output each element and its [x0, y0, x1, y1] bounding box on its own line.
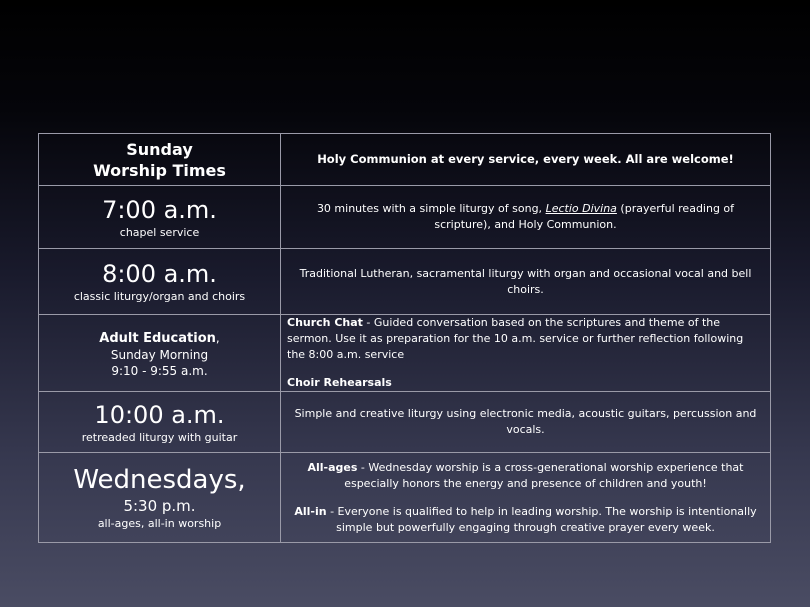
- service-8am-description: [281, 249, 771, 315]
- header-row: [39, 134, 771, 186]
- adult-education-row: [39, 315, 771, 392]
- all-ages-title: All-ages: [307, 460, 358, 474]
- adult-education-description: [281, 315, 771, 392]
- service-7am-time: 7:00 a.m.: [102, 195, 217, 224]
- service-7am-desc-after: (prayerful reading of scripture), and Holy Communion.: [434, 202, 735, 231]
- service-10am-desc: Simple and creative liturgy using electronic media, acoustic guitars, percussion and vocals.: [294, 407, 757, 436]
- worship-schedule-table: [38, 133, 771, 543]
- service-row-10am: [39, 392, 771, 453]
- paragraph-gap: [287, 363, 764, 375]
- service-8am-time: 8:00 a.m.: [102, 260, 217, 288]
- all-in-paragraph: [287, 504, 764, 536]
- service-8am-subtitle: classic liturgy/organ and choirs: [73, 290, 246, 303]
- service-7am-subtitle: chapel service: [119, 225, 200, 239]
- all-ages-paragraph: [287, 460, 764, 492]
- wednesday-title: Wednesdays,: [73, 465, 246, 495]
- header-title-line1: Sunday: [126, 139, 193, 159]
- service-10am-time: 10:00 a.m.: [94, 400, 225, 429]
- paragraph-gap: [287, 492, 764, 504]
- service-8am-desc: Traditional Lutheran, sacramental liturgy with organ and occasional vocal and bell choirs.: [299, 266, 752, 296]
- all-in-title: All-in: [294, 504, 327, 518]
- wednesday-time: 5:30 p.m.: [123, 497, 196, 515]
- adult-education-day: Sunday Morning: [110, 348, 209, 362]
- church-chat-desc: - Guided conversation based on the scriptures and theme of the sermon. Use it as preparation for the 10 a.m. service or further reflection following the 8:00 a.m. service: [287, 316, 744, 361]
- adult-education-title: Adult Education: [99, 331, 216, 346]
- service-10am-description: [281, 392, 771, 453]
- service-row-8am: [39, 249, 771, 315]
- adult-education-title-suffix: ,: [215, 331, 220, 345]
- service-7am-desc-before: 30 minutes with a simple liturgy of song,: [316, 202, 546, 215]
- service-row-7am: [39, 186, 771, 249]
- service-8am-time-cell: [39, 249, 281, 315]
- header-note-cell: [281, 134, 771, 186]
- lectio-divina-link[interactable]: Lectio Divina: [545, 202, 617, 215]
- header-title-cell: [39, 134, 281, 186]
- choir-rehearsals-title: Choir Rehearsals: [287, 376, 392, 389]
- adult-education-time: 9:10 - 9:55 a.m.: [111, 364, 208, 378]
- service-7am-description: [281, 186, 771, 249]
- all-in-desc: - Everyone is qualified to help in leading worship. The worship is intentionally simple but powerfully engaging through creative prayer every week.: [326, 504, 757, 534]
- wednesday-row: [39, 453, 771, 543]
- wednesday-description: [281, 453, 771, 543]
- wednesday-subtitle: all-ages, all-in worship: [97, 517, 222, 530]
- service-10am-subtitle: retreaded liturgy with guitar: [81, 430, 238, 444]
- church-chat-title: Church Chat: [287, 316, 363, 329]
- adult-education-cell: [39, 315, 281, 392]
- all-ages-desc: - Wednesday worship is a cross-generational worship experience that especially honors the energy and presence of children and youth!: [344, 460, 744, 490]
- church-chat-paragraph: [287, 315, 764, 363]
- service-10am-time-cell: [39, 392, 281, 453]
- wednesday-time-cell: [39, 453, 281, 543]
- service-7am-time-cell: [39, 186, 281, 249]
- header-title-line2: Worship Times: [93, 160, 226, 180]
- header-note: Holy Communion at every service, every week. All are welcome!: [317, 152, 734, 166]
